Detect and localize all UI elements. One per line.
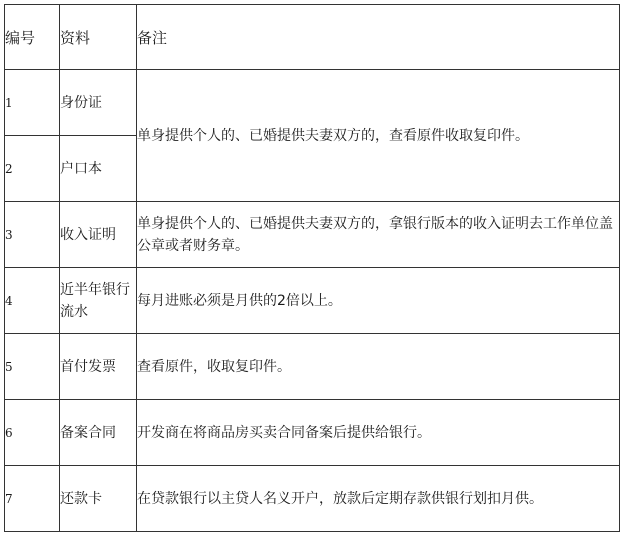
row-remark: 查看原件，收取复印件。 <box>137 334 620 400</box>
header-remark: 备注 <box>137 5 620 70</box>
header-number: 编号 <box>5 5 60 70</box>
row-remark: 在贷款银行以主贷人名义开户，放款后定期存款供银行划扣月供。 <box>137 466 620 532</box>
table-row <box>5 334 620 400</box>
row-material: 收入证明 <box>60 202 137 268</box>
row-remark: 每月进账必须是月供的2倍以上。 <box>137 268 620 334</box>
table-row <box>5 400 620 466</box>
table-header-row <box>5 5 620 70</box>
row-material: 还款卡 <box>60 466 137 532</box>
row-material: 首付发票 <box>60 334 137 400</box>
row-number: 1 <box>5 70 60 136</box>
row-remark-merged: 单身提供个人的、已婚提供夫妻双方的，查看原件收取复印件。 <box>137 70 620 202</box>
row-material: 近半年银行流水 <box>60 268 137 334</box>
row-number: 7 <box>5 466 60 532</box>
table-row <box>5 202 620 268</box>
row-number: 5 <box>5 334 60 400</box>
row-material: 备案合同 <box>60 400 137 466</box>
row-number: 2 <box>5 136 60 202</box>
row-number: 3 <box>5 202 60 268</box>
row-material: 身份证 <box>60 70 137 136</box>
row-remark: 开发商在将商品房买卖合同备案后提供给银行。 <box>137 400 620 466</box>
table-row <box>5 70 620 136</box>
table-row <box>5 466 620 532</box>
row-remark: 单身提供个人的、已婚提供夫妻双方的，拿银行版本的收入证明去工作单位盖公章或者财务章。 <box>137 202 620 268</box>
row-number: 6 <box>5 400 60 466</box>
row-number: 4 <box>5 268 60 334</box>
row-material: 户口本 <box>60 136 137 202</box>
header-material: 资料 <box>60 5 137 70</box>
table-row <box>5 268 620 334</box>
materials-table <box>4 4 620 532</box>
